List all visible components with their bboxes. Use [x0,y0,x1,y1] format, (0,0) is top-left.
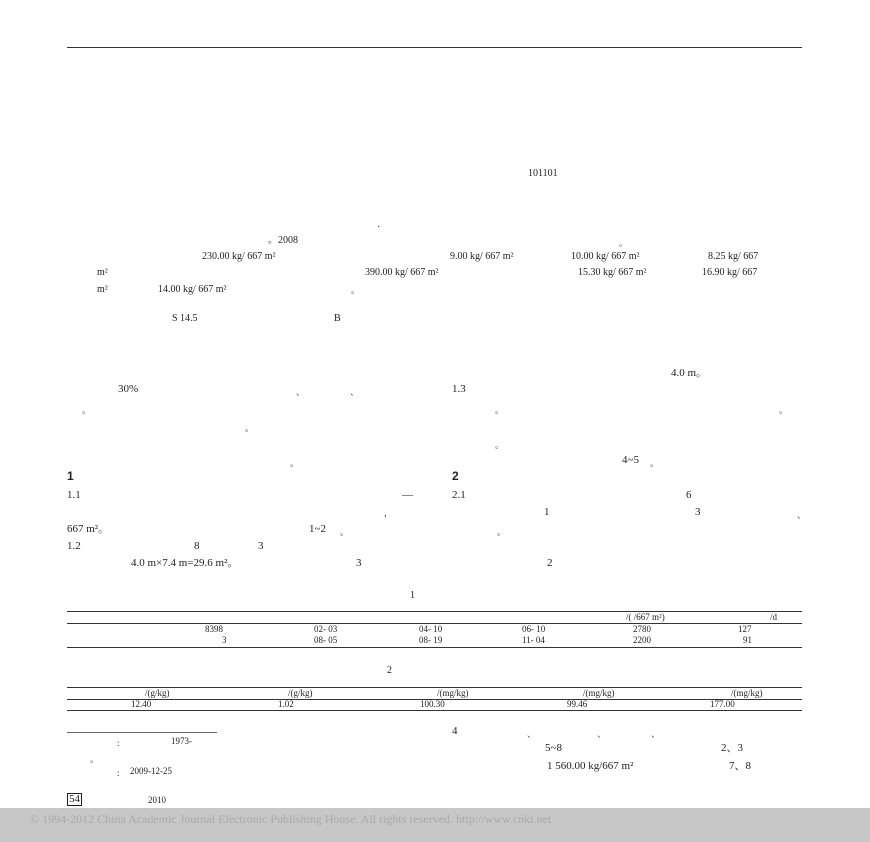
abstract-year: 。2008 [268,235,298,246]
table-cell: 8398 [205,624,223,634]
table-cell: 02- 03 [314,624,338,634]
reference-numbers: 2、3 [721,742,743,754]
table-cell: 99.46 [567,699,588,709]
intro-percent: 30% [118,383,139,395]
abstract-value: 10.00 kg/ 667 m² [571,251,640,262]
table-2-caption: 2 [387,665,392,676]
section-heading-2: 2 [452,469,459,483]
amount-value: 1 560.00 kg/667 m² [547,760,634,772]
number-3: 3 [258,540,264,552]
range-value: 5~8 [545,742,562,754]
table-cell: 91 [743,635,752,645]
table-2-header: /(g/kg) [288,688,313,698]
table-1-header: /( /667 m²) [626,612,665,622]
top-rule [67,47,802,48]
document-code: B [334,313,341,324]
copyright-footer [0,808,870,842]
footnote-birth: 1973- [171,736,192,746]
punctuation: 、 [651,729,661,739]
abstract-value: 15.30 kg/ 667 m² [578,267,647,278]
punctuation: 。 [340,527,350,537]
number-3: 3 [356,557,362,569]
table-2-top-rule [67,687,802,688]
punctuation: 。 [82,405,92,415]
footnote-colon: : [117,768,120,778]
abstract-unit: m² [97,284,108,295]
table-cell: 100.30 [420,699,445,709]
table-cell: 08- 19 [419,635,443,645]
punctuation: 。 [90,754,100,764]
punctuation: 、 [797,510,807,520]
number-4: 4 [452,725,458,737]
intro-measure: 4.0 m。 [671,367,708,379]
table-2-header: /(mg/kg) [731,688,763,698]
number-1: 1 [544,506,550,518]
footnote-received: 2009-12-25 [130,766,172,776]
table-cell: 08- 05 [314,635,338,645]
range-value: 1~2 [309,523,326,535]
table-1-top-rule [67,611,802,612]
dash: — [402,489,413,501]
subsection-1-2: 1.2 [67,540,81,552]
footnote-colon: : [117,738,120,748]
punctuation: 。 [497,527,507,537]
number-6: 6 [686,489,692,501]
table-cell: 12.40 [131,699,152,709]
table-1-header: /d [770,612,778,622]
abstract-value: 9.00 kg/ 667 m² [450,251,514,262]
punctuation: 、 [527,729,537,739]
article-code: 101101 [528,168,558,179]
punctuation: ， [384,508,394,518]
plot-size: 4.0 m×7.4 m=29.6 m²。 [131,557,239,569]
page-number: 54 [69,793,80,805]
footnote-rule [67,732,217,733]
abstract-value: 16.90 kg/ 667 [702,267,758,278]
table-1-bottom-rule [67,647,802,648]
table-cell: 1.02 [278,699,294,709]
number-2: 2 [547,557,553,569]
subsection-1-1: 1.1 [67,489,81,501]
table-2-header: /(g/kg) [145,688,170,698]
punctuation: 。 [650,458,660,468]
table-cell: 04- 10 [419,624,443,634]
punctuation: 。 [290,458,300,468]
table-cell: 3 [222,635,227,645]
number-8: 8 [194,540,200,552]
punctuation: 。 [619,238,629,248]
table-cell: 11- 04 [522,635,545,645]
punctuation: 。 [779,405,789,415]
table-2-header: /(mg/kg) [437,688,469,698]
intro-number: 1.3 [452,383,466,395]
subsection-2-1: 2.1 [452,489,466,501]
table-cell: 127 [738,624,752,634]
abstract-value: 390.00 kg/ 667 m² [365,267,439,278]
table-2-bottom-rule [67,710,802,711]
number-3: 3 [695,506,701,518]
punctuation: 。 [495,405,505,415]
area-unit: 667 m²。 [67,523,110,535]
punctuation: 、 [296,387,306,397]
dot-mark: · [377,222,381,233]
punctuation: 。 [495,440,505,450]
table-1-caption: 1 [410,590,415,601]
reference-numbers: 7、8 [729,760,751,772]
punctuation: 。 [245,423,255,433]
intro-count: 4~5 [622,454,639,466]
abstract-value: 230.00 kg/ 667 m² [202,251,276,262]
copyright-text: © 1994-2012 China Academic Journal Electronic Publishing House. All rights reserved. http://www.cnki.net [30,812,552,826]
abstract-value: 8.25 kg/ 667 [708,251,759,262]
section-heading-1: 1 [67,469,74,483]
classification-number: S 14.5 [172,313,198,324]
table-cell: 06- 10 [522,624,546,634]
abstract-value: 14.00 kg/ 667 m² [158,284,227,295]
page-year: 2010 [148,795,166,805]
punctuation: 、 [597,729,607,739]
table-cell: 2200 [633,635,651,645]
table-2-header: /(mg/kg) [583,688,615,698]
punctuation: 。 [351,285,361,295]
table-cell: 177.00 [710,699,735,709]
abstract-unit: m² [97,267,108,278]
punctuation: 、 [350,387,360,397]
table-cell: 2780 [633,624,651,634]
